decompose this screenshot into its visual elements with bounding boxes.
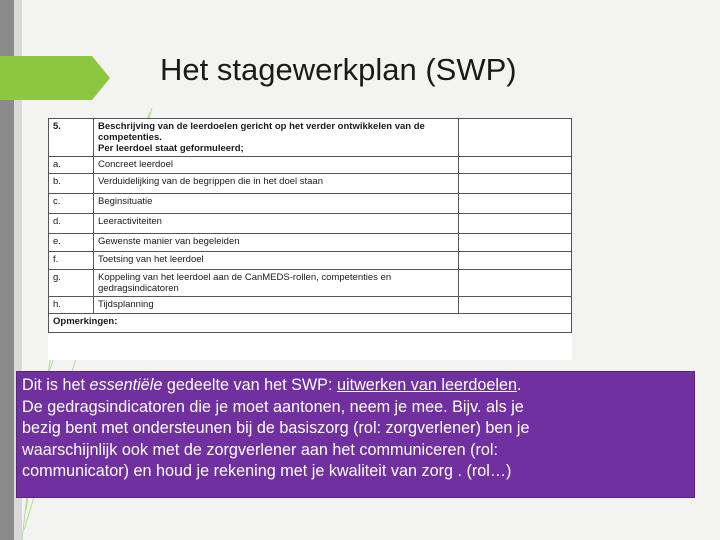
callout-underlined-text: uitwerken van leerdoelen <box>336 376 517 394</box>
table-empty-cell <box>459 270 572 297</box>
table-empty-cell <box>459 252 572 270</box>
table-cell-letter: f. <box>49 252 94 270</box>
table-cell-text: Tijdsplanning <box>94 297 459 314</box>
row-g-line-2: gedragsindicatoren <box>98 283 179 294</box>
callout-emphasis: essentiële <box>89 376 163 394</box>
table-row <box>49 194 572 214</box>
table-row <box>49 297 572 314</box>
table-cell-text: Leeractiviteiten <box>94 214 459 234</box>
table-empty-cell <box>459 214 572 234</box>
callout-line-3: bezig bent met ondersteunen bij de basiszorg (rol: zorgverlener) ben je <box>22 419 530 437</box>
table-remarks-row <box>49 314 572 333</box>
callout-line-2: De gedragsindicatoren die je moet aantonen, neem je mee. Bijv. als je <box>22 397 524 416</box>
header-line-3: Per leerdoel staat geformuleerd; <box>98 143 244 154</box>
table-cell-number: 5. <box>49 119 94 157</box>
table-cell-letter: c. <box>49 194 94 214</box>
callout-line-5: communicator) en houd je rekening met je kwaliteit van zorg . (rol…) <box>22 462 512 480</box>
table-cell-letter: e. <box>49 234 94 252</box>
header-line-2: competenties. <box>98 132 162 143</box>
table-empty-cell <box>459 157 572 174</box>
table-cell-text: Gewenste manier van begeleiden <box>94 234 459 252</box>
table-cell-letter: a. <box>49 157 94 174</box>
title-arrow-shape <box>0 56 110 100</box>
table-cell-letter: b. <box>49 174 94 194</box>
slide-title: Het stagewerkplan (SWP) <box>160 52 517 87</box>
table-row <box>49 157 572 174</box>
callout-box <box>16 371 695 498</box>
table-cell-letter: h. <box>49 297 94 314</box>
table-row <box>49 252 572 270</box>
table-empty-cell <box>459 119 572 157</box>
table-remarks-label: Opmerkingen: <box>49 314 572 333</box>
table-empty-cell <box>459 297 572 314</box>
table-empty-cell <box>459 234 572 252</box>
table-cell-letter: d. <box>49 214 94 234</box>
table-header-cell <box>94 119 459 157</box>
header-line-1: Beschrijving van de leerdoelen gericht op het verder ontwikkelen van de <box>98 121 425 132</box>
row-g-line-1: Koppeling van het leerdoel aan de CanMEDS-rollen, competenties en <box>98 272 392 283</box>
table-row <box>49 214 572 234</box>
swp-table <box>48 118 572 333</box>
callout-text: Dit is het <box>22 376 90 394</box>
callout-text: gedeelte van het SWP: <box>162 376 337 394</box>
table-header-row <box>49 119 572 157</box>
swp-table-image <box>48 118 572 360</box>
table-cell-letter: g. <box>49 270 94 297</box>
table-cell-text: Verduidelijking van de begrippen die in het doel staan <box>94 174 459 194</box>
table-empty-cell <box>459 174 572 194</box>
callout-line-1 <box>22 375 689 397</box>
table-cell-text <box>94 270 459 297</box>
table-row <box>49 174 572 194</box>
table-empty-cell <box>459 194 572 214</box>
table-row <box>49 270 572 297</box>
table-cell-text: Concreet leerdoel <box>94 157 459 174</box>
table-cell-text: Beginsituatie <box>94 194 459 214</box>
callout-text: . <box>516 376 522 394</box>
table-cell-text: Toetsing van het leerdoel <box>94 252 459 270</box>
table-row <box>49 234 572 252</box>
callout-line-4: waarschijnlijk ook met de zorgverlener aan het communiceren (rol: <box>22 440 498 459</box>
